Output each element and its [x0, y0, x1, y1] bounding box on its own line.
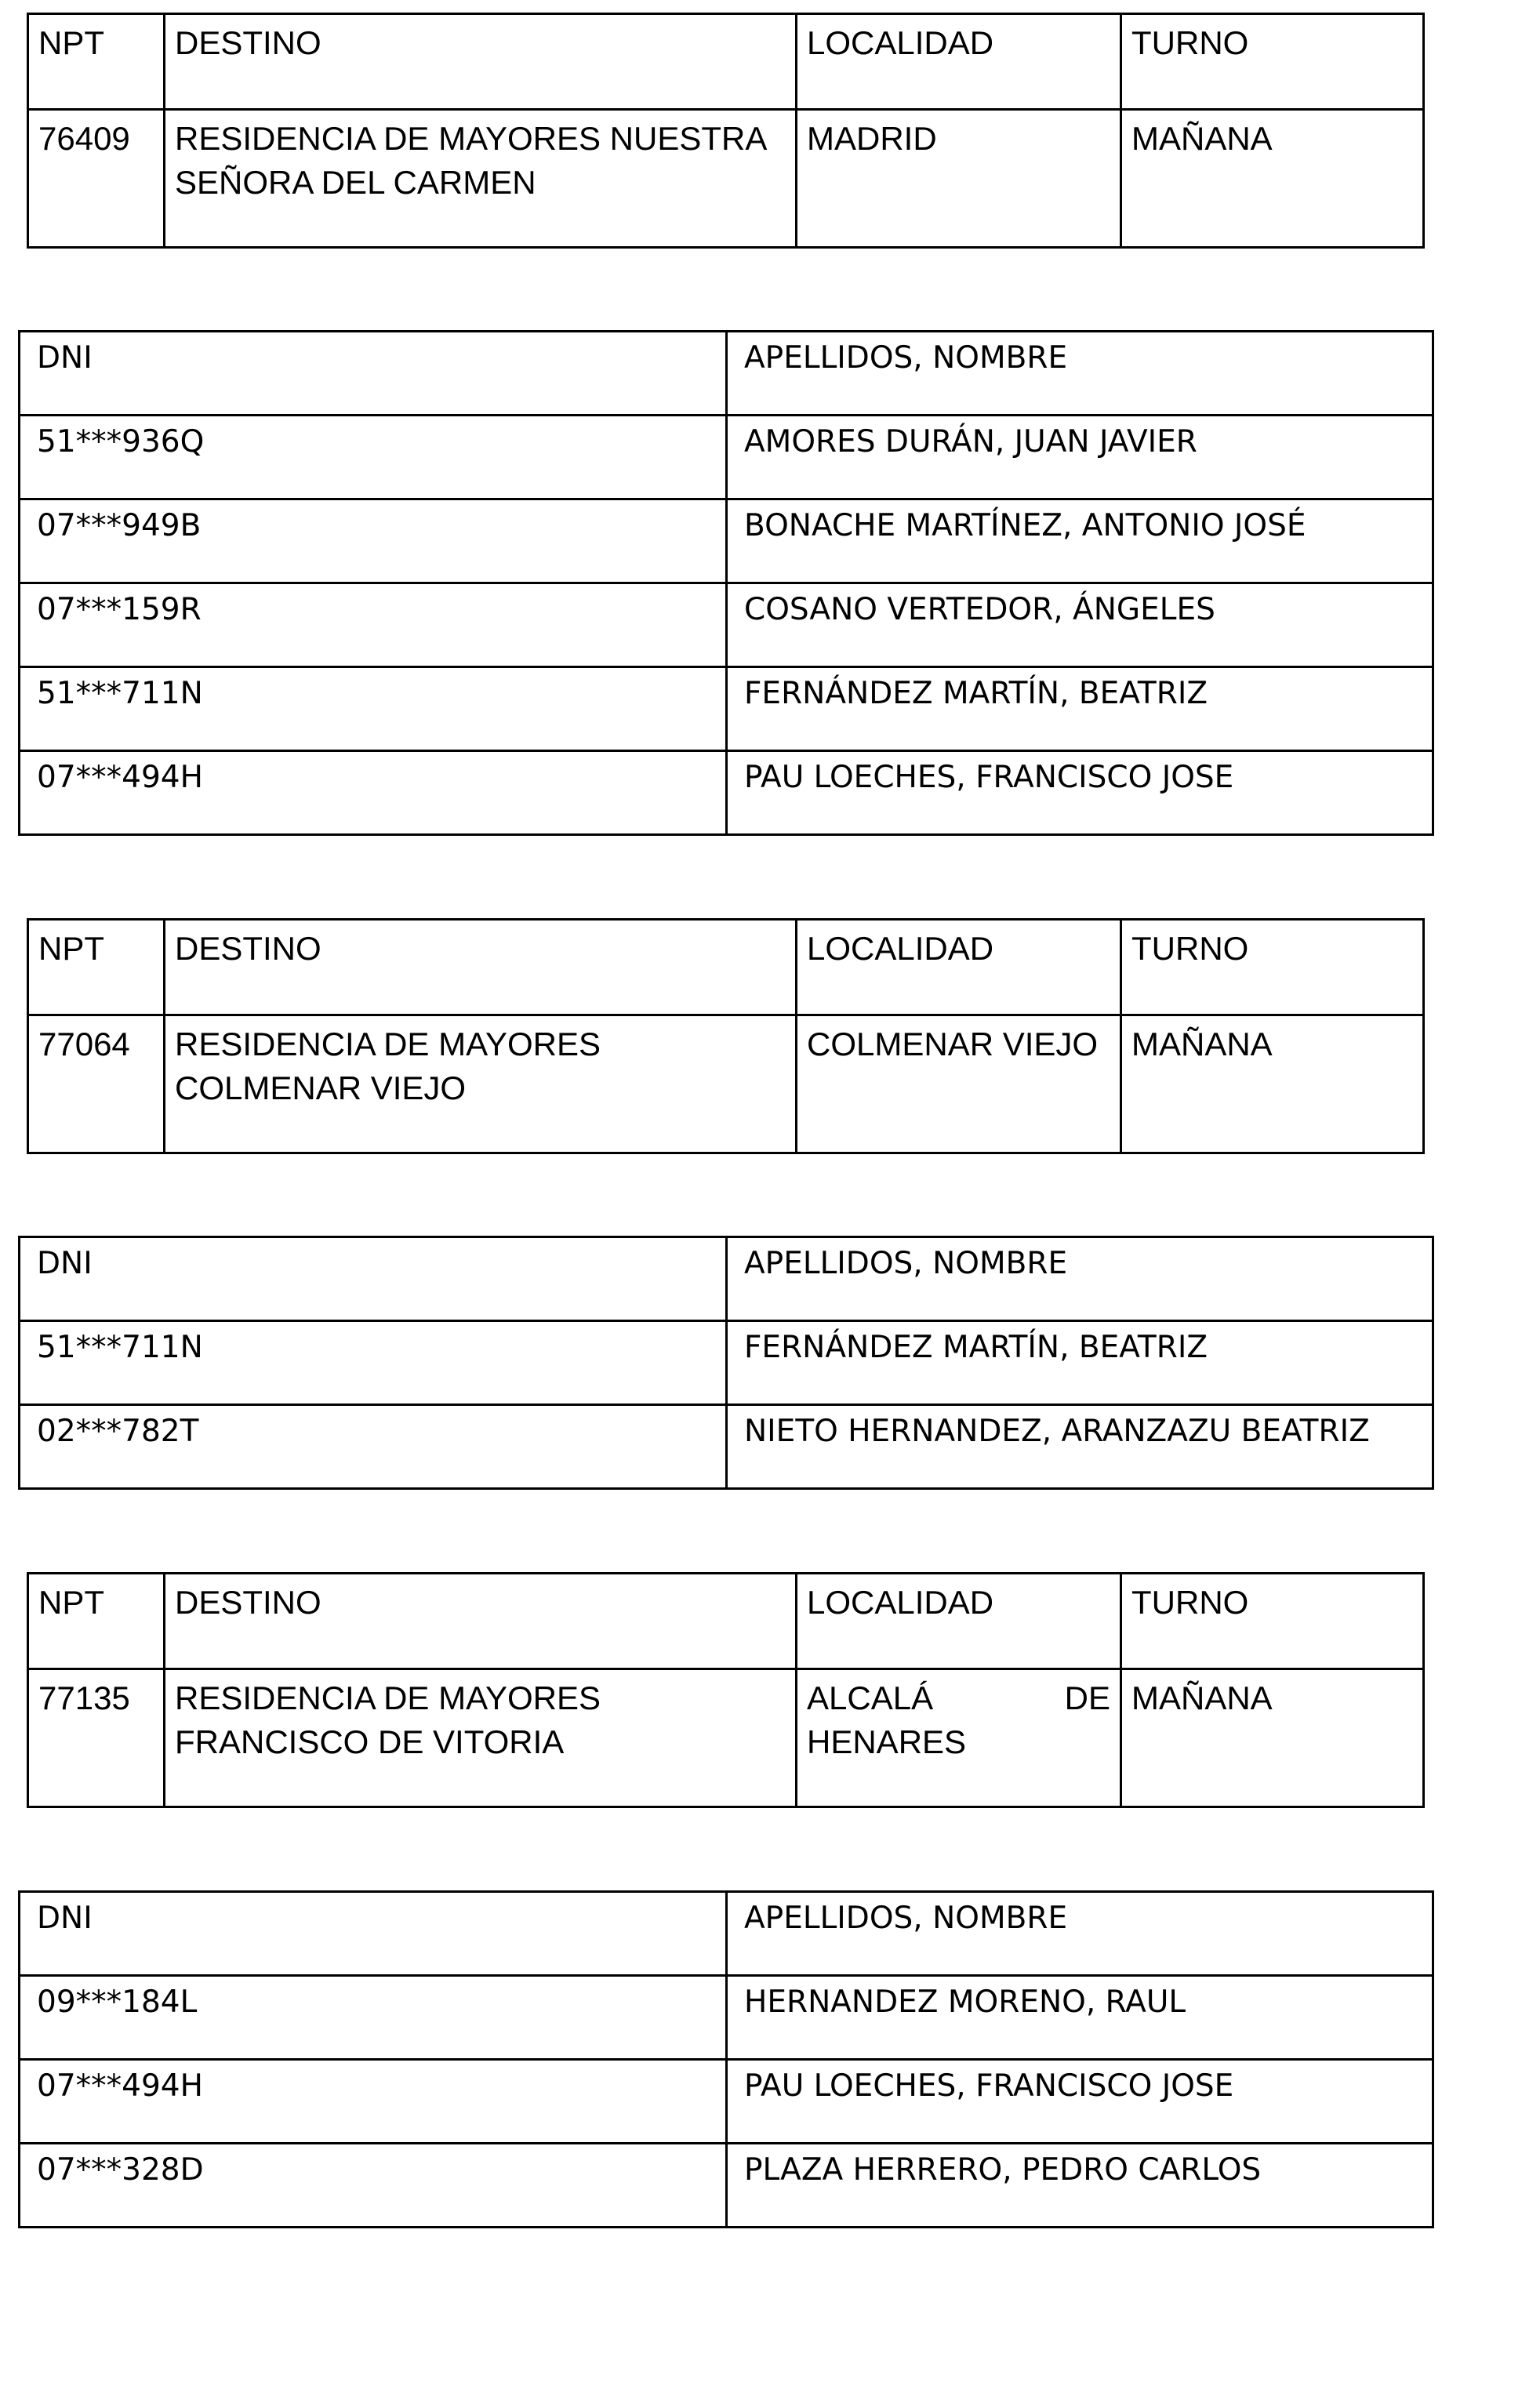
nombre-cell: BONACHE MARTÍNEZ, ANTONIO JOSÉ: [727, 499, 1433, 583]
localidad-value: MADRID: [797, 110, 1121, 248]
destino-header-row: [28, 1574, 1424, 1669]
table-row: [20, 1405, 1433, 1489]
npt-header: NPT: [28, 1574, 165, 1669]
destino-value: [165, 1669, 797, 1807]
nombre-header: APELLIDOS, NOMBRE: [727, 332, 1433, 416]
nombre-cell: PAU LOECHES, FRANCISCO JOSE: [727, 751, 1433, 835]
destino-line-1: RESIDENCIA DE MAYORES: [175, 1026, 601, 1062]
nombre-header: APELLIDOS, NOMBRE: [727, 1237, 1433, 1321]
destino-table-1: [27, 13, 1425, 249]
turno-header: TURNO: [1121, 14, 1424, 110]
destino-row: [28, 110, 1424, 248]
npt-value: 76409: [28, 110, 165, 248]
table-row: [20, 667, 1433, 751]
destino-header-row: [28, 14, 1424, 110]
turno-header: TURNO: [1121, 1574, 1424, 1669]
localidad-word-1: ALCALÁ: [807, 1679, 934, 1716]
localidad-line-1: [807, 1676, 1110, 1720]
turno-value: MAÑANA: [1121, 1669, 1424, 1807]
table-row: [20, 499, 1433, 583]
nombre-cell: FERNÁNDEZ MARTÍN, BEATRIZ: [727, 667, 1433, 751]
localidad-value: [797, 1669, 1121, 1807]
table-row: [20, 2060, 1433, 2144]
nombre-cell: FERNÁNDEZ MARTÍN, BEATRIZ: [727, 1321, 1433, 1405]
destino-header: DESTINO: [165, 920, 797, 1015]
npt-value: 77135: [28, 1669, 165, 1807]
table-row: [20, 1976, 1433, 2060]
destino-value: [165, 1015, 797, 1153]
destino-header: DESTINO: [165, 1574, 797, 1669]
destino-line-1: RESIDENCIA DE MAYORES: [175, 1679, 601, 1716]
personas-header-row: [20, 332, 1433, 416]
localidad-header: LOCALIDAD: [797, 920, 1121, 1015]
dni-header: DNI: [20, 1237, 727, 1321]
dni-header: DNI: [20, 1892, 727, 1976]
turno-value: MAÑANA: [1121, 1015, 1424, 1153]
dni-cell: 02***782T: [20, 1405, 727, 1489]
dni-cell: 07***328D: [20, 2144, 727, 2228]
localidad-line-2: HENARES: [807, 1723, 967, 1760]
nombre-cell: PAU LOECHES, FRANCISCO JOSE: [727, 2060, 1433, 2144]
personas-header-row: [20, 1892, 1433, 1976]
dni-cell: 51***711N: [20, 667, 727, 751]
table-row: [20, 2144, 1433, 2228]
dni-cell: 09***184L: [20, 1976, 727, 2060]
dni-cell: 07***494H: [20, 751, 727, 835]
dni-cell: 07***949B: [20, 499, 727, 583]
nombre-cell: COSANO VERTEDOR, ÁNGELES: [727, 583, 1433, 667]
destino-header: DESTINO: [165, 14, 797, 110]
localidad-value: COLMENAR VIEJO: [797, 1015, 1121, 1153]
dni-cell: 07***494H: [20, 2060, 727, 2144]
nombre-cell: PLAZA HERRERO, PEDRO CARLOS: [727, 2144, 1433, 2228]
destino-table-2: [27, 918, 1425, 1154]
table-row: [20, 751, 1433, 835]
localidad-word-2: DE: [1064, 1679, 1110, 1716]
personas-table-3: [18, 1890, 1434, 2228]
destino-line-2: FRANCISCO DE VITORIA: [175, 1723, 565, 1760]
table-row: [20, 583, 1433, 667]
npt-header: NPT: [28, 920, 165, 1015]
localidad-header: LOCALIDAD: [797, 14, 1121, 110]
destino-row: [28, 1669, 1424, 1807]
destino-line-2: SEÑORA DEL CARMEN: [175, 164, 536, 201]
table-row: [20, 416, 1433, 499]
nombre-cell: NIETO HERNANDEZ, ARANZAZU BEATRIZ: [727, 1405, 1433, 1489]
destino-line-2: COLMENAR VIEJO: [175, 1069, 467, 1106]
table-row: [20, 1321, 1433, 1405]
localidad-header: LOCALIDAD: [797, 1574, 1121, 1669]
npt-header: NPT: [28, 14, 165, 110]
dni-cell: 51***936Q: [20, 416, 727, 499]
nombre-cell: HERNANDEZ MORENO, RAUL: [727, 1976, 1433, 2060]
nombre-cell: AMORES DURÁN, JUAN JAVIER: [727, 416, 1433, 499]
dni-cell: 51***711N: [20, 1321, 727, 1405]
destino-header-row: [28, 920, 1424, 1015]
turno-header: TURNO: [1121, 920, 1424, 1015]
npt-value: 77064: [28, 1015, 165, 1153]
destino-row: [28, 1015, 1424, 1153]
destino-table-3: [27, 1572, 1425, 1808]
dni-cell: 07***159R: [20, 583, 727, 667]
turno-value: MAÑANA: [1121, 110, 1424, 248]
destino-line-1: RESIDENCIA DE MAYORES NUESTRA: [175, 120, 768, 157]
personas-table-1: [18, 330, 1434, 836]
personas-header-row: [20, 1237, 1433, 1321]
personas-table-2: [18, 1236, 1434, 1490]
destino-value: [165, 110, 797, 248]
dni-header: DNI: [20, 332, 727, 416]
nombre-header: APELLIDOS, NOMBRE: [727, 1892, 1433, 1976]
